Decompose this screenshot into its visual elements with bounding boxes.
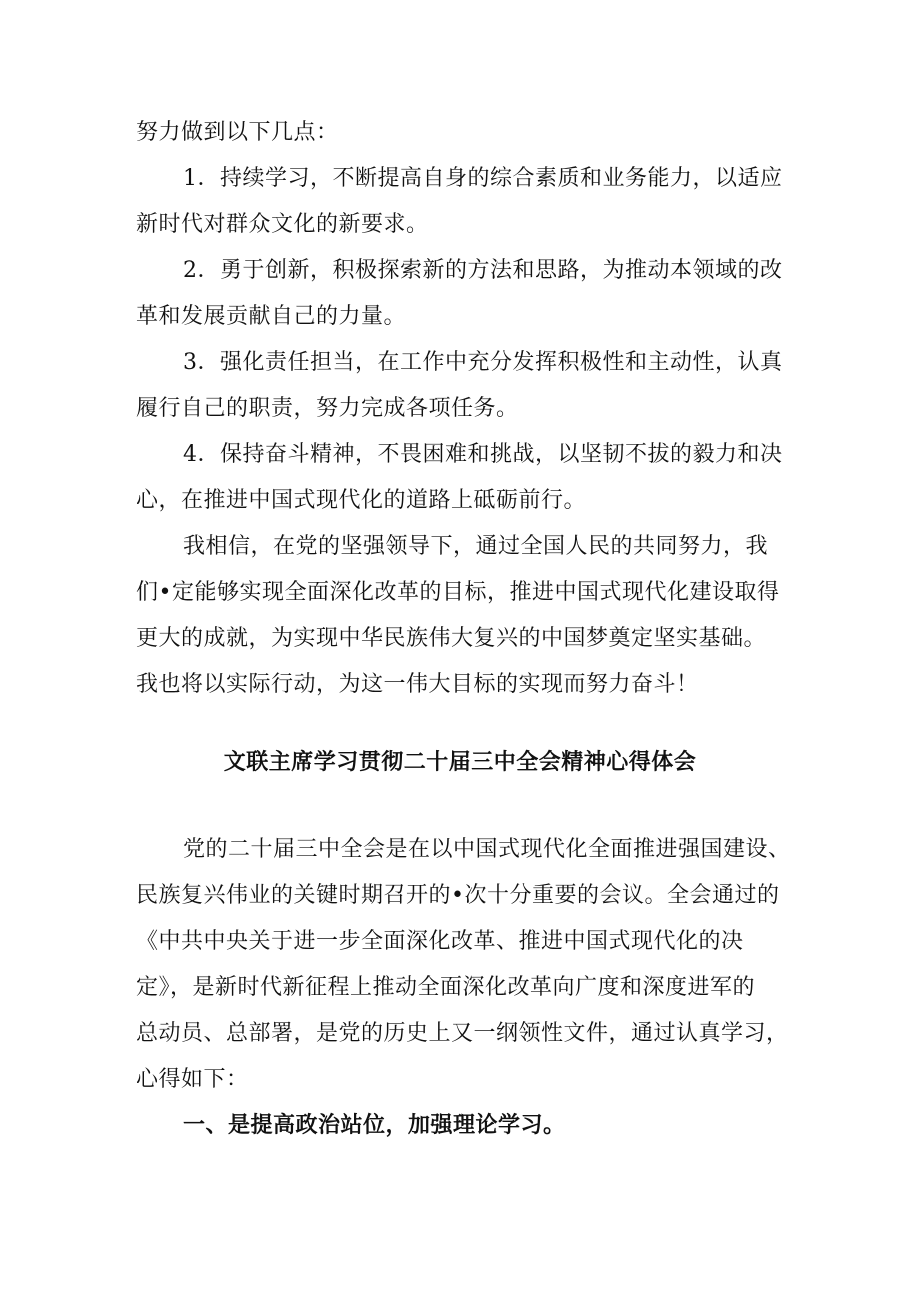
body-line: 党的二十届三中全会是在以中国式现代化全面推进强国建设、 (183, 837, 791, 862)
body-line: 总动员、总部署，是党的历史上又一纲领性文件，通过认真学习， (136, 1021, 789, 1046)
list-item-4-line-2: 心，在推进中国式现代化的道路上砥砺前行。 (136, 488, 587, 513)
section-title: 文联主席学习贯彻二十届三中全会精神心得体会 (223, 750, 697, 775)
paragraph-line: 更大的成就，为实现中华民族伟大复兴的中国梦奠定坚实基础。 (136, 626, 767, 651)
body-line: 《中共中央关于进一步全面深化改革、推进中国式现代化的决 (136, 929, 744, 954)
body-line: 民族复兴伟业的关键时期召开的•次十分重要的会议。全会通过的 (136, 883, 780, 908)
list-item-2-line-1: 2．勇于创新，积极探索新的方法和思路，为推动本领域的改 (183, 258, 783, 283)
paragraph-line: 们•定能够实现全面深化改革的目标，推进中国式现代化建设取得 (136, 580, 780, 605)
body-line: 定》，是新时代新征程上推动全面深化改革向广度和深度进军的 (136, 975, 756, 1000)
paragraph-line: 我也将以实际行动，为这一伟大目标的实现而努力奋斗！ (136, 672, 699, 697)
list-item-3-line-2: 履行自己的职责，努力完成各项任务。 (136, 396, 519, 421)
list-item-2-line-2: 革和发展贡献自己的力量。 (136, 304, 407, 329)
list-item-1-line-2: 新时代对群众文化的新要求。 (136, 212, 429, 237)
list-item-1-line-1: 1．持续学习，不断提高自身的综合素质和业务能力，以适应 (183, 166, 783, 191)
list-item-4-line-1: 4．保持奋斗精神，不畏困难和挑战，以坚韧不拔的毅力和决 (183, 442, 783, 467)
subheading: 一、是提高政治站位，加强理论学习。 (183, 1113, 566, 1138)
body-line: 心得如下： (136, 1067, 249, 1092)
list-item-3-line-1: 3．强化责任担当，在工作中充分发挥积极性和主动性，认真 (183, 350, 783, 375)
paragraph-line: 我相信，在党的坚强领导下，通过全国人民的共同努力，我 (183, 534, 769, 559)
text-line: 努力做到以下几点： (136, 120, 339, 145)
